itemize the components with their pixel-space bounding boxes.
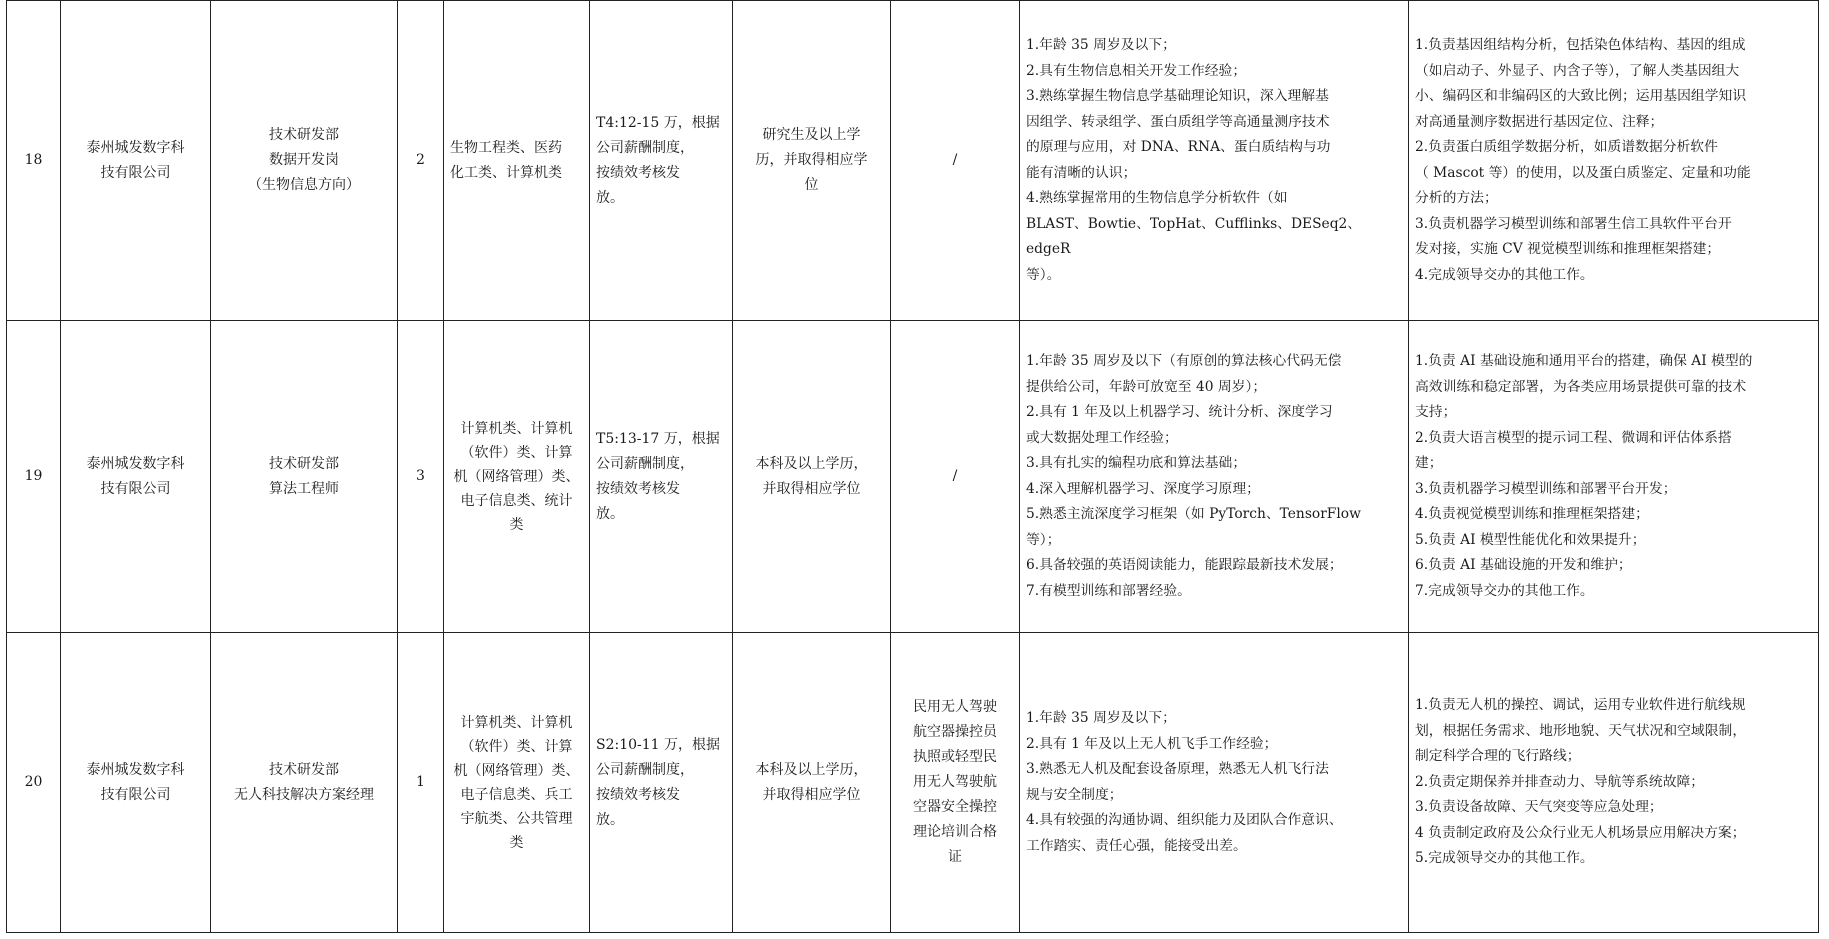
major-cell [444, 321, 590, 633]
duties-cell [1409, 1, 1819, 321]
education-cell [733, 633, 891, 933]
table-row [7, 1, 1819, 321]
table-row [7, 321, 1819, 633]
salary-cell [590, 633, 733, 933]
job-duties: 1.负责无人机的操控、调试，运用专业软件进行航线规 划，根据任务需求、地形地貌、天气状况和空域限制， 制定科学合理的飞行路线； 2.负责定期保养并排查动力、导航等系统故障； 3.负责设备故障、天气突变等应急处理； 4 负责制定政府及公众行业无人机场景应用解决方案； 5.完成领导交办的其他工作。 [1415, 697, 1747, 867]
row-number-cell [7, 321, 61, 633]
row-number: 20 [24, 774, 43, 790]
duties-cell [1409, 321, 1819, 633]
requirements-cell [1020, 633, 1409, 933]
requirements-cell [1020, 1, 1409, 321]
position-name: 技术研发部 数据开发岗 （生物信息方向） [248, 127, 360, 193]
row-number-cell [7, 1, 61, 321]
major-cell [444, 1, 590, 321]
education-requirement: 本科及以上学历， 并取得相应学位 [755, 455, 868, 497]
duties-cell [1409, 633, 1819, 933]
certificate-cell [891, 321, 1020, 633]
recruitment-table [6, 0, 1819, 933]
company-name: 泰州城发数字科 技有限公司 [86, 455, 185, 497]
company-name: 泰州城发数字科 技有限公司 [86, 139, 185, 181]
job-duties: 1.负责基因组结构分析，包括染色体结构、基因的组成 （如启动子、外显子、内含子等），了解人类基因组大 小、编码区和非编码区的大致比例；运用基因组学知识 对高通量测序数据进行基因定位、注释； 2.负责蛋白质组学数据分析，如质谱数据分析软件 （ Mascot 等）的使用，以及蛋白质鉴定、定量和功能 分析的方法； 3.负责机器学习模型训练和部署生信工具软件平台开 发对接，实施 CV 视觉模型训练和推理框架搭建； 4.完成领导交办的其他工作。 [1415, 37, 1751, 283]
company-cell [61, 1, 211, 321]
certificate-requirement: / [952, 468, 958, 484]
position-name: 技术研发部 无人科技解决方案经理 [234, 761, 374, 803]
headcount-cell [398, 1, 444, 321]
major-requirement: 计算机类、计算机 （软件）类、计算 机（网络管理）类、 电子信息类、兵工 宇航类、公共管理 类 [453, 714, 580, 851]
headcount: 2 [416, 152, 425, 168]
company-name: 泰州城发数字科 技有限公司 [86, 761, 185, 803]
requirements-cell [1020, 321, 1409, 633]
headcount-cell [398, 633, 444, 933]
major-requirement: 计算机类、计算机 （软件）类、计算 机（网络管理）类、 电子信息类、统计 类 [453, 420, 580, 533]
position-cell [211, 321, 398, 633]
major-requirement: 生物工程类、医药 化工类、计算机类 [450, 139, 562, 181]
major-cell [444, 633, 590, 933]
row-number-cell [7, 633, 61, 933]
row-number: 19 [24, 468, 43, 484]
job-requirements: 1.年龄 35 周岁及以下； 2.具有 1 年及以上无人机飞手工作经验； 3.熟悉无人机及配套设备原理，熟悉无人机飞行法 规与安全制度； 4.具有较强的沟通协调、组织能力及团队合作意识、 工作踏实、责任心强，能接受出差。 [1026, 710, 1343, 854]
job-duties: 1.负责 AI 基础设施和通用平台的搭建，确保 AI 模型的 高效训练和稳定部署，为各类应用场景提供可靠的技术 支持； 2.负责大语言模型的提示词工程、微调和评估体系搭 建； 3.负责机器学习模型训练和部署平台开发； 4.负责视觉模型训练和推理框架搭建； 5.负责 AI 模型性能优化和效果提升； 6.负责 AI 基础设施的开发和维护； 7.完成领导交办的其他工作。 [1415, 353, 1753, 599]
certificate-requirement: / [952, 152, 958, 168]
position-name: 技术研发部 算法工程师 [269, 455, 339, 497]
salary-info: S2:10-11 万，根据 公司薪酬制度， 按绩效考核发 放。 [596, 736, 721, 828]
salary-info: T4:12-15 万，根据 公司薪酬制度， 按绩效考核发 放。 [596, 114, 720, 206]
company-cell [61, 321, 211, 633]
table-row [7, 633, 1819, 933]
headcount: 3 [416, 468, 425, 484]
certificate-requirement: 民用无人驾驶 航空器操控员 执照或轻型民 用无人驾驶航 空器安全操控 理论培训合格 证 [913, 699, 997, 865]
salary-cell [590, 1, 733, 321]
salary-info: T5:13-17 万，根据 公司薪酬制度， 按绩效考核发 放。 [596, 430, 720, 522]
position-cell [211, 1, 398, 321]
education-cell [733, 321, 891, 633]
certificate-cell [891, 1, 1020, 321]
education-requirement: 本科及以上学历， 并取得相应学位 [755, 761, 868, 803]
education-requirement: 研究生及以上学 历，并取得相应学 位 [755, 127, 868, 193]
position-cell [211, 633, 398, 933]
headcount: 1 [416, 774, 425, 790]
headcount-cell [398, 321, 444, 633]
education-cell [733, 1, 891, 321]
certificate-cell [891, 633, 1020, 933]
job-requirements: 1.年龄 35 周岁及以下（有原创的算法核心代码无偿 提供给公司，年龄可放宽至 40 周岁）； 2.具有 1 年及以上机器学习、统计分析、深度学习 或大数据处理工作经验； 3.具有扎实的编程功底和算法基础； 4.深入理解机器学习、深度学习原理； 5.熟悉主流深度学习框架（如 PyTorch、TensorFlow 等）； 6.具备较强的英语阅读能力，能跟踪最新技术发展； 7.有模型训练和部署经验。 [1026, 353, 1361, 599]
company-cell [61, 633, 211, 933]
job-requirements: 1.年龄 35 周岁及以下； 2.具有生物信息相关开发工作经验； 3.熟练掌握生物信息学基础理论知识，深入理解基 因组学、转录组学、蛋白质组学等高通量测序技术 的原理与应用，对 DNA、RNA、蛋白质结构与功 能有清晰的认识； 4.熟练掌握常用的生物信息学分析软件（如 BLAST、Bowtie、TopHat、Cufflinks、DESeq2、edgeR 等）。 [1026, 37, 1362, 283]
row-number: 18 [24, 152, 43, 168]
salary-cell [590, 321, 733, 633]
